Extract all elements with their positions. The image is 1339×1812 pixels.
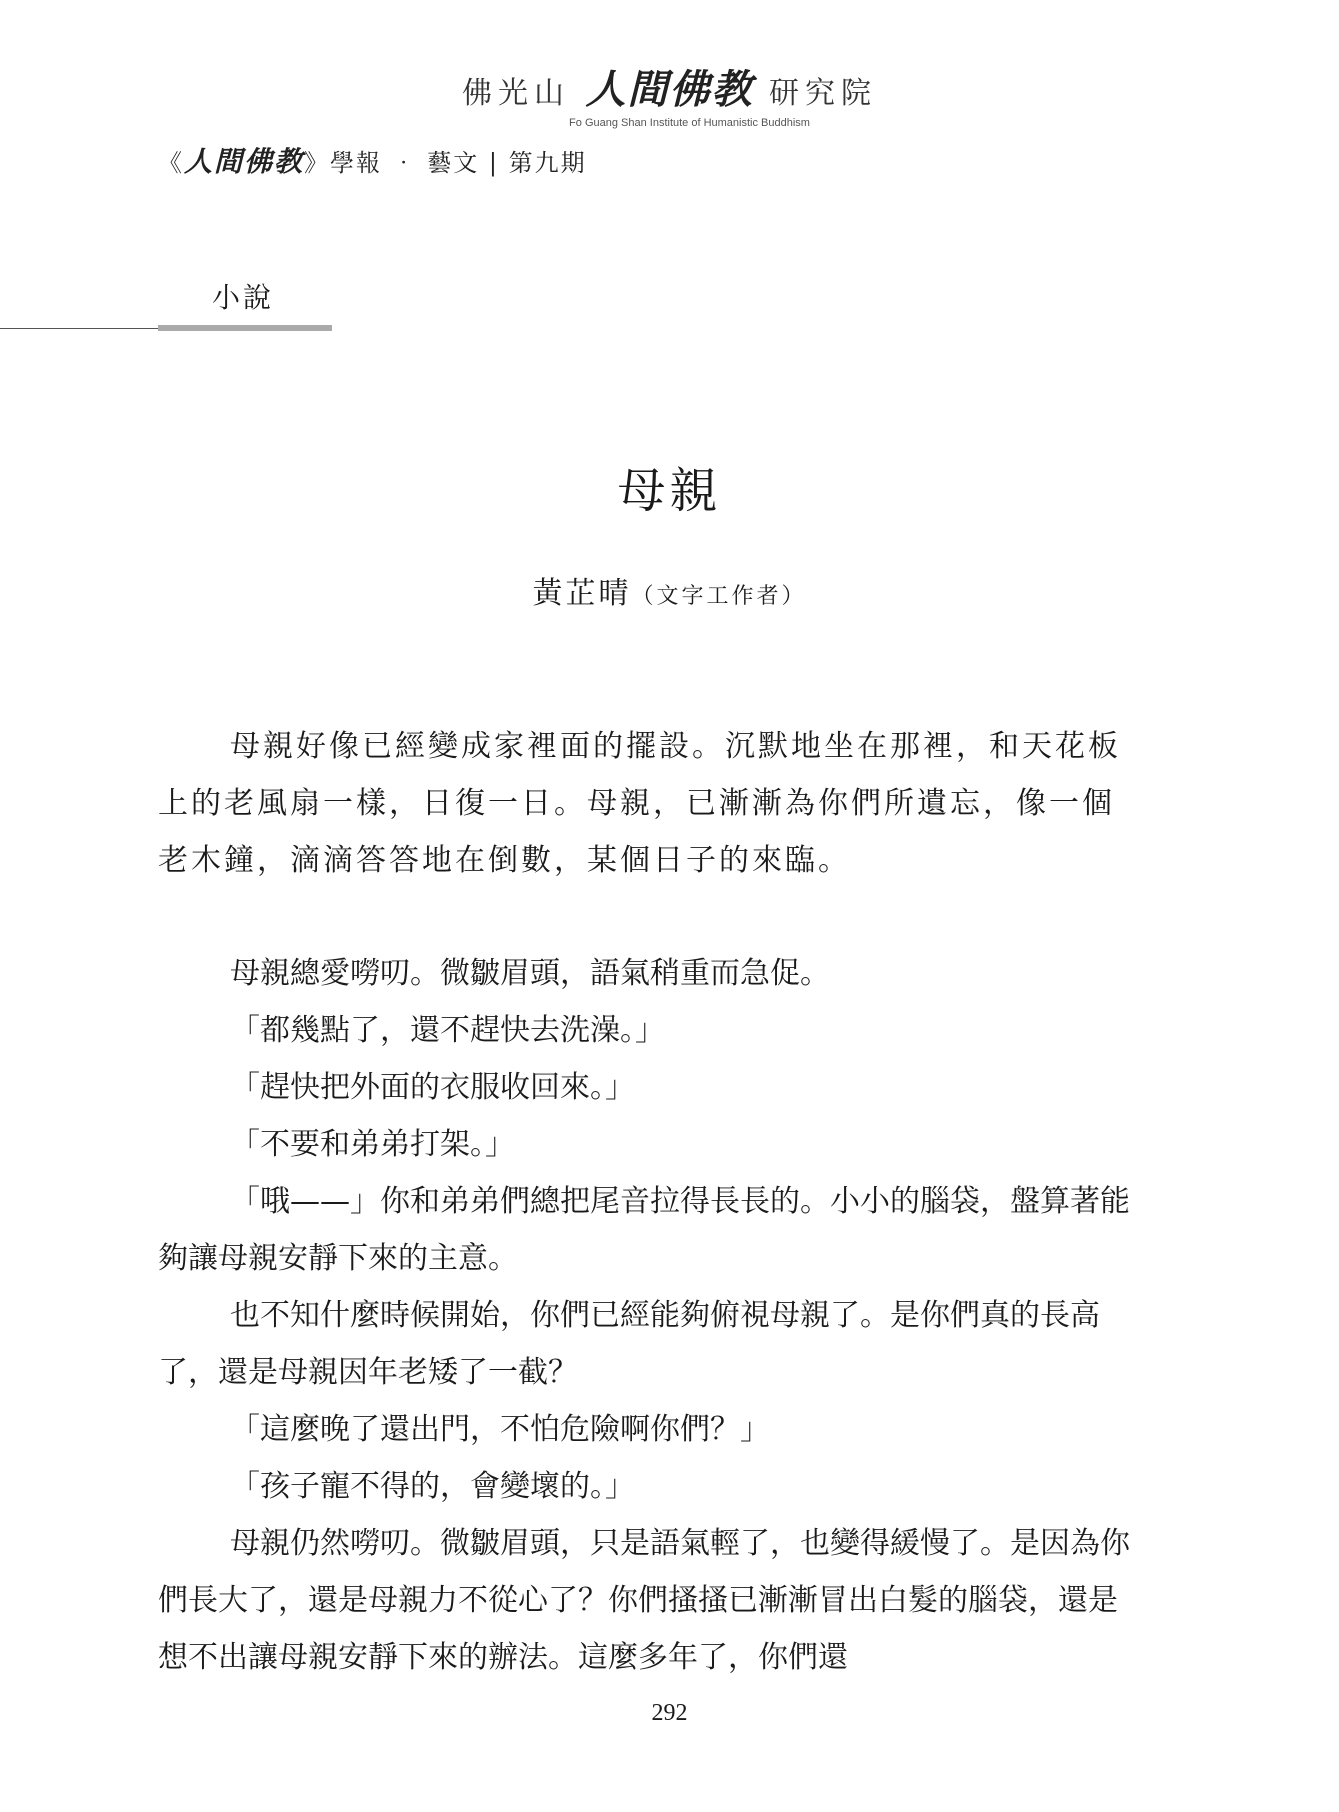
article-body <box>158 718 1144 1686</box>
article-title: 母親 <box>617 463 722 519</box>
institute-brand-logo: 人間佛教 <box>585 66 754 113</box>
journal-close-bracket: 》 <box>304 149 331 177</box>
author-role: （文字工作者） <box>631 584 807 609</box>
author-name: 黃芷晴 <box>532 576 632 611</box>
institute-english-name: Fo Guang Shan Institute of Humanistic Buddhism <box>569 117 810 129</box>
paragraph: 「都幾點了，還不趕快去洗澡。」 <box>230 1013 665 1048</box>
section-divider-accent <box>158 325 332 331</box>
institute-name <box>0 58 1339 115</box>
paragraph: 母親仍然嘮叨。微皺眉頭，只是語氣輕了，也變得緩慢了。是因為你們長大了，還是母親力不從心了？你們搔搔已漸漸冒出白髮的腦袋，還是想不出讓母親安靜下來的辦法。這麼多年了，你們還 <box>158 1526 1130 1675</box>
institute-suffix: 研究院 <box>769 76 878 111</box>
paragraph: 「不要和弟弟打架。」 <box>230 1127 515 1162</box>
institute-prefix: 佛光山 <box>461 76 570 111</box>
section-label: 小說 <box>212 281 275 314</box>
journal-open-bracket: 《 <box>158 149 184 177</box>
paragraph: 「孩子寵不得的，會變壞的。」 <box>230 1469 635 1504</box>
paragraph: 「這麼晚了還出門，不怕危險啊你們？」 <box>230 1412 770 1447</box>
paragraph: 也不知什麼時候開始，你們已經能夠俯視母親了。是你們真的長高了，還是母親因年老矮了一截？ <box>158 1298 1100 1390</box>
journal-issue-info: 學報 ‧ 藝文 | 第九期 <box>330 149 587 177</box>
page-header <box>0 58 1339 129</box>
paragraph: 母親總愛嘮叨。微皺眉頭，語氣稍重而急促。 <box>230 956 830 991</box>
journal-running-head <box>158 140 587 180</box>
journal-brand: 人間佛教 <box>184 145 305 178</box>
paragraph: 「哦——」你和弟弟們總把尾音拉得長長的。小小的腦袋，盤算著能夠讓母親安靜下來的主意。 <box>158 1184 1130 1276</box>
page-number: 292 <box>651 1700 688 1726</box>
paragraph: 母親好像已經變成家裡面的擺設。沉默地坐在那裡，和天花板上的老風扇一樣，日復一日。母親，已漸漸為你們所遺忘，像一個老木鐘，滴滴答答地在倒數，某個日子的來臨。 <box>158 729 1121 878</box>
paragraph: 「趕快把外面的衣服收回來。」 <box>230 1070 635 1105</box>
byline <box>0 568 1339 612</box>
